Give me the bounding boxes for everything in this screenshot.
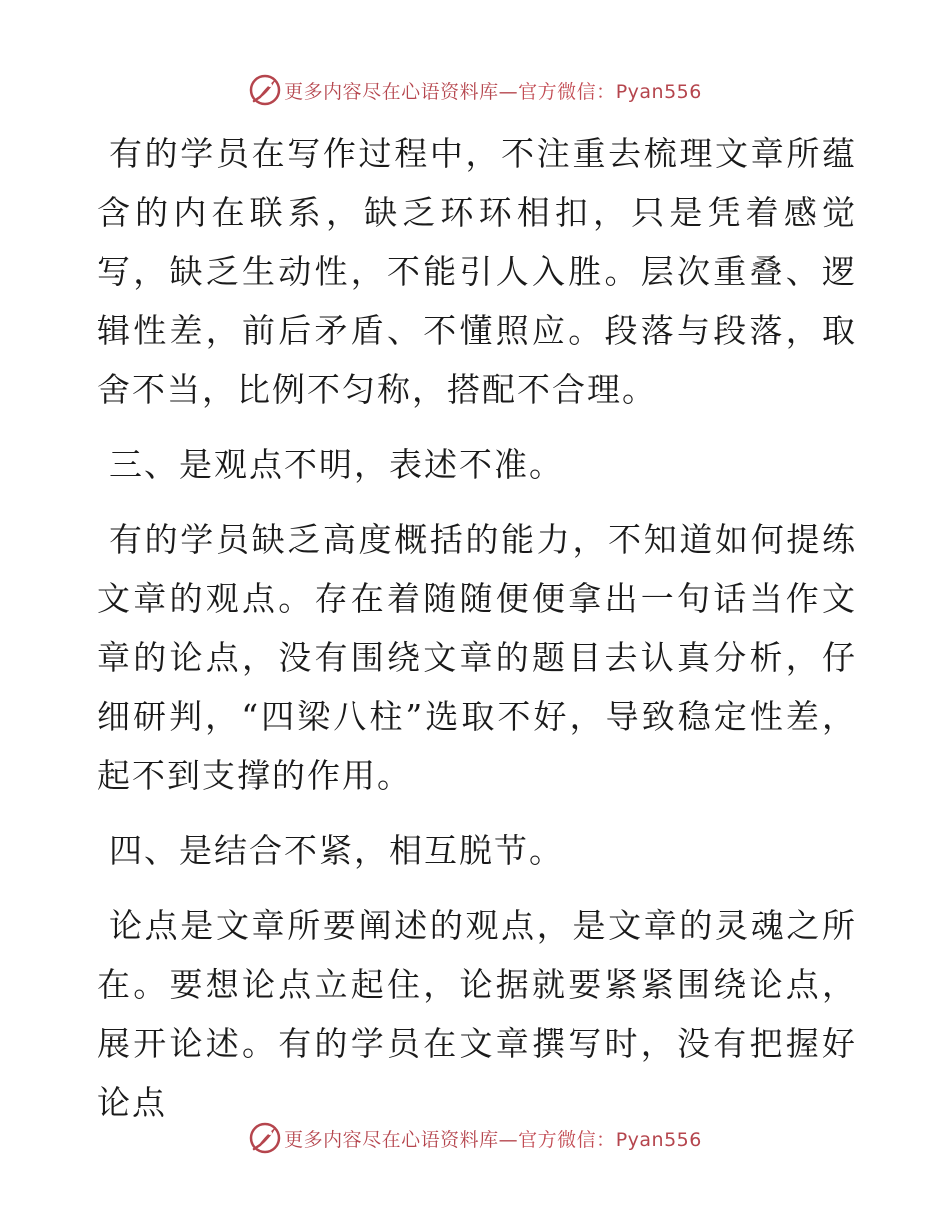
section-heading-3: 三、是观点不明，表述不准。 (109, 445, 564, 484)
banner-title: 更多内容尽在心语资料库 (284, 80, 499, 103)
banner-wechat-label: 官方微信： (518, 1128, 616, 1151)
quill-pen-icon (248, 1121, 282, 1155)
banner-wechat-id: Pyan556 (615, 80, 702, 103)
banner-text (284, 1125, 702, 1152)
paragraph-2: 有的学员缺乏高度概括的能力，不知道如何提练文章的观点。存在着随随便便拿出一句话当作文章的论点，没有围绕文章的题目去认真分析，仔细研判，“四梁八柱”选取不好，导致稳定性差，起不到支撑的作用。 (97, 520, 857, 795)
section-heading-4: 四、是结合不紧，相互脱节。 (109, 831, 564, 870)
banner-wechat-label: 官方微信： (518, 80, 616, 103)
paragraph-1: 有的学员在写作过程中，不注重去梳理文章所蕴含的内在联系，缺乏环环相扣，只是凭着感觉写，缺乏生动性，不能引人入胜。层次重叠、逻辑性差，前后矛盾、不懂照应。段落与段落，取舍不当，比例不匀称，搭配不合理。 (97, 134, 857, 409)
footer-banner (0, 1120, 950, 1156)
quill-pen-icon (248, 73, 282, 107)
banner-wechat-id: Pyan556 (615, 1128, 702, 1151)
header-banner (0, 72, 950, 108)
paragraph-3: 论点是文章所要阐述的观点，是文章的灵魂之所在。要想论点立起住，论据就要紧紧围绕论点，展开论述。有的学员在文章撰写时，没有把握好论点 (97, 906, 857, 1122)
document-body (97, 124, 857, 1132)
banner-text (284, 77, 702, 104)
banner-dash: — (498, 80, 519, 103)
banner-dash: — (498, 1128, 519, 1151)
banner-title: 更多内容尽在心语资料库 (284, 1128, 499, 1151)
